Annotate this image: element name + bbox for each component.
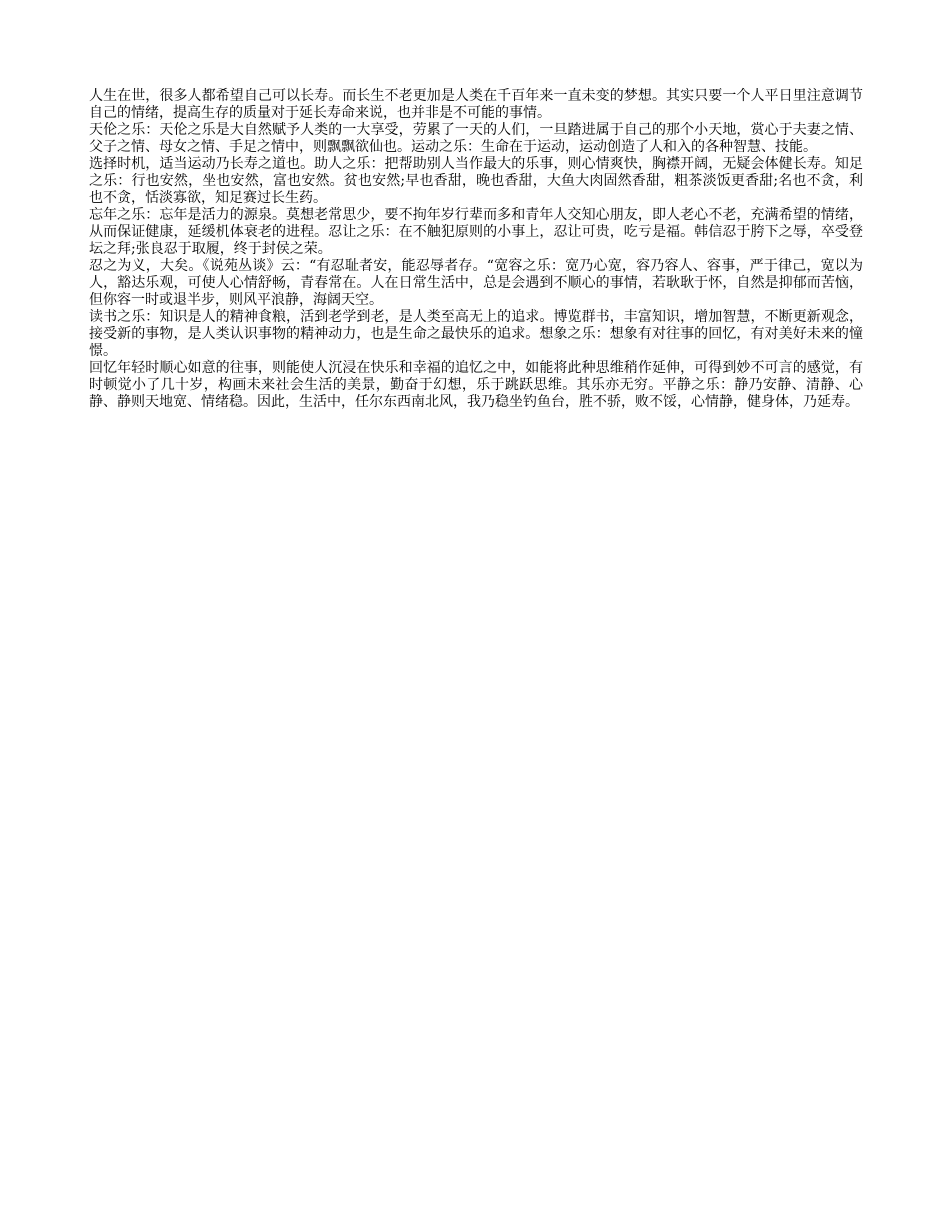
paragraph-friendship-and-tolerance: 忘年之乐：忘年是活力的源泉。莫想老常思少，要不拘年岁行辈而多和青年人交知心朋友，即人老心不老，充满希望的情绪，从而保证健康，延缓机体衰老的进程。忍让之乐：在不触犯原则的小事上，忍让可贵，吃亏是福。韩信忍于胯下之辱，卒受登坛之拜;张良忍于取履，终于封侯之荣。 (89, 207, 863, 257)
paragraph-intro: 人生在世，很多人都希望自己可以长寿。而长生不老更加是人类在千百年来一直未变的梦想。其实只要一个人平日里注意调节自己的情绪，提高生存的质量对于延长寿命来说，也并非是不可能的事情。 (89, 88, 863, 121)
paragraph-reading-and-imagination: 读书之乐：知识是人的精神食粮，活到老学到老，是人类至高无上的追求。博览群书，丰富知识，增加智慧，不断更新观念，接受新的事物，是人类认识事物的精神动力，也是生命之最快乐的追求。想象之乐：想象有对往事的回忆，有对美好未来的憧憬。 (89, 309, 863, 359)
document-body (89, 88, 863, 411)
paragraph-helping-and-contentment: 选择时机，适当运动乃长寿之道也。助人之乐：把帮助别人当作最大的乐事，则心情爽快，胸襟开阔，无疑会体健长寿。知足之乐：行也安然，坐也安然，富也安然。贫也安然;早也香甜，晚也香甜，大鱼大肉固然香甜，粗茶淡饭更香甜;名也不贪，利也不贪，恬淡寡欲，知足赛过长生药。 (89, 156, 863, 206)
paragraph-forbearance-and-generosity: 忍之为义，大矣。《说苑丛谈》云：“有忍耻者安，能忍辱者存。“宽容之乐：宽乃心宽，容乃容人、容事，严于律己，宽以为人，豁达乐观，可使人心情舒畅，青春常在。人在日常生活中，总是会遇到不顺心的事情，若耿耿于怀，自然是抑郁而苦恼，但你容一时或退半步，则风平浪静，海阔天空。 (89, 258, 863, 308)
paragraph-family-and-exercise: 天伦之乐：天伦之乐是大自然赋予人类的一大享受，劳累了一天的人们，一旦踏进属于自己的那个小天地，赏心于夫妻之情、父子之情、母女之情、手足之情中，则飘飘欲仙也。运动之乐：生命在于运动，运动创造了人和入的各种智慧、技能。 (89, 122, 863, 155)
paragraph-memory-and-calm: 回忆年轻时顺心如意的往事，则能使人沉浸在快乐和幸福的追忆之中，如能将此种思维稍作延伸，可得到妙不可言的感觉，有时顿觉小了几十岁，构画未来社会生活的美景，勤奋于幻想，乐于跳跃思维。其乐亦无穷。平静之乐：静乃安静、清静、心静、静则天地宽、情绪稳。因此，生活中，任尔东西南北风，我乃稳坐钓鱼台，胜不骄，败不馁，心情静，健身体，乃延寿。 (89, 360, 863, 410)
